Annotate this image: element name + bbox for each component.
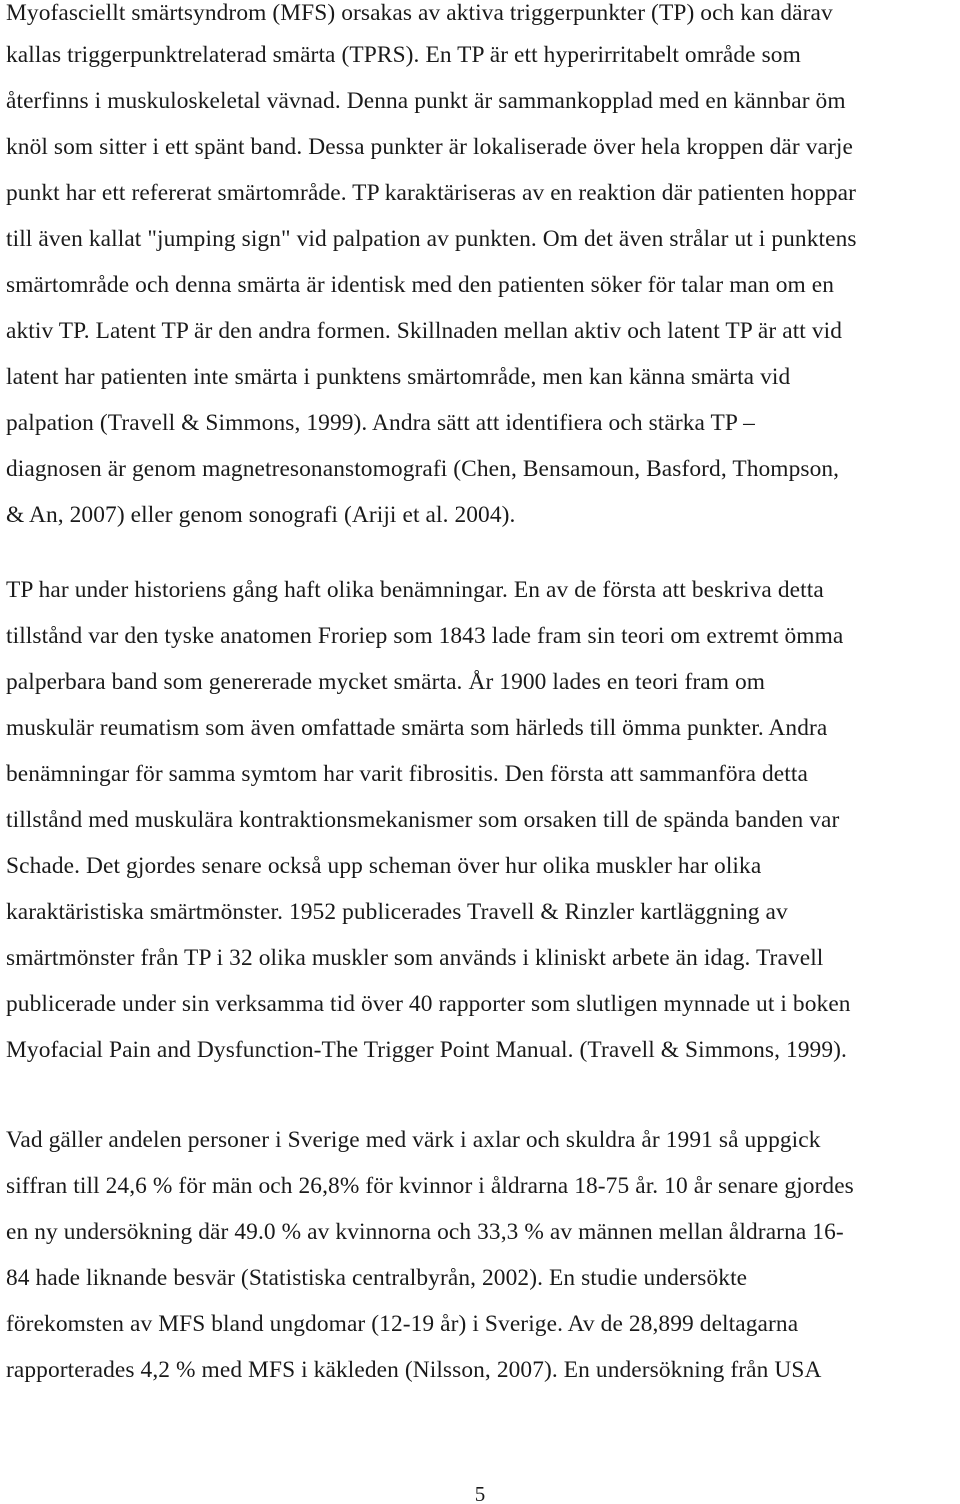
text-line: muskulär reumatism som även omfattade smärta som härleds till ömma punkter. Andra [6, 715, 828, 741]
text-line: smärtområde och denna smärta är identisk med den patienten söker för talar man om en [6, 272, 835, 298]
text-line: en ny undersökning där 49.0 % av kvinnorna och 33,3 % av männen mellan åldrarna 16- [6, 1219, 844, 1245]
text-line: & An, 2007) eller genom sonografi (Ariji et al. 2004). [6, 502, 516, 528]
text-line: Myofasciellt smärtsyndrom (MFS) orsakas av aktiva triggerpunkter (TP) och kan därav [6, 0, 833, 26]
text-line: siffran till 24,6 % för män och 26,8% för kvinnor i åldrarna 18-75 år. 10 år senare gjordes [6, 1173, 854, 1199]
page-number: 5 [474, 1482, 486, 1504]
text-line: rapporterades 4,2 % med MFS i käkleden (Nilsson, 2007). En undersökning från USA [6, 1357, 822, 1383]
text-line: karaktäristiska smärtmönster. 1952 publicerades Travell & Rinzler kartläggning av [6, 899, 788, 925]
text-line: palperbara band som genererade mycket smärta. År 1900 lades en teori fram om [6, 669, 766, 695]
text-line: palpation (Travell & Simmons, 1999). Andra sätt att identifiera och stärka TP – [6, 410, 755, 436]
text-line: till även kallat "jumping sign" vid palpation av punkten. Om det även strålar ut i punktens [6, 226, 857, 252]
text-line: smärtmönster från TP i 32 olika muskler som används i kliniskt arbete än idag. Travell [6, 945, 824, 971]
text-line: tillstånd med muskulära kontraktionsmekanismer som orsaken till de spända banden var [6, 807, 840, 833]
text-line: tillstånd var den tyske anatomen Froriep som 1843 lade fram sin teori om extremt ömma [6, 623, 844, 649]
text-line: återfinns i muskuloskeletal vävnad. Denna punkt är sammankopplad med en kännbar öm [6, 88, 846, 114]
text-line: Vad gäller andelen personer i Sverige med värk i axlar och skuldra år 1991 så uppgick [6, 1127, 821, 1153]
text-line: latent har patienten inte smärta i punktens smärtområde, men kan känna smärta vid [6, 364, 791, 390]
text-line: förekomsten av MFS bland ungdomar (12-19 år) i Sverige. Av de 28,899 deltagarna [6, 1311, 799, 1337]
text-line: Myofacial Pain and Dysfunction-The Trigger Point Manual. (Travell & Simmons, 1999). [6, 1037, 847, 1063]
text-line: 84 hade liknande besvär (Statistiska centralbyrån, 2002). En studie undersökte [6, 1265, 748, 1291]
text-line: kallas triggerpunktrelaterad smärta (TPRS). En TP är ett hyperirritabelt område som [6, 42, 801, 68]
text-line: aktiv TP. Latent TP är den andra formen. Skillnaden mellan aktiv och latent TP är att vid [6, 318, 843, 344]
text-line: publicerade under sin verksamma tid över 40 rapporter som slutligen mynnade ut i boken [6, 991, 851, 1017]
text-line: benämningar för samma symtom har varit fibrositis. Den första att sammanföra detta [6, 761, 808, 787]
text-line: diagnosen är genom magnetresonanstomografi (Chen, Bensamoun, Basford, Thompson, [6, 456, 840, 482]
text-line: TP har under historiens gång haft olika benämningar. En av de första att beskriva detta [6, 577, 824, 603]
text-line: punkt har ett refererat smärtområde. TP karaktäriseras av en reaktion där patienten hoppar [6, 180, 857, 206]
text-line: Schade. Det gjordes senare också upp scheman över hur olika muskler har olika [6, 853, 762, 879]
text-line: knöl som sitter i ett spänt band. Dessa punkter är lokaliserade över hela kroppen där varje [6, 134, 853, 160]
